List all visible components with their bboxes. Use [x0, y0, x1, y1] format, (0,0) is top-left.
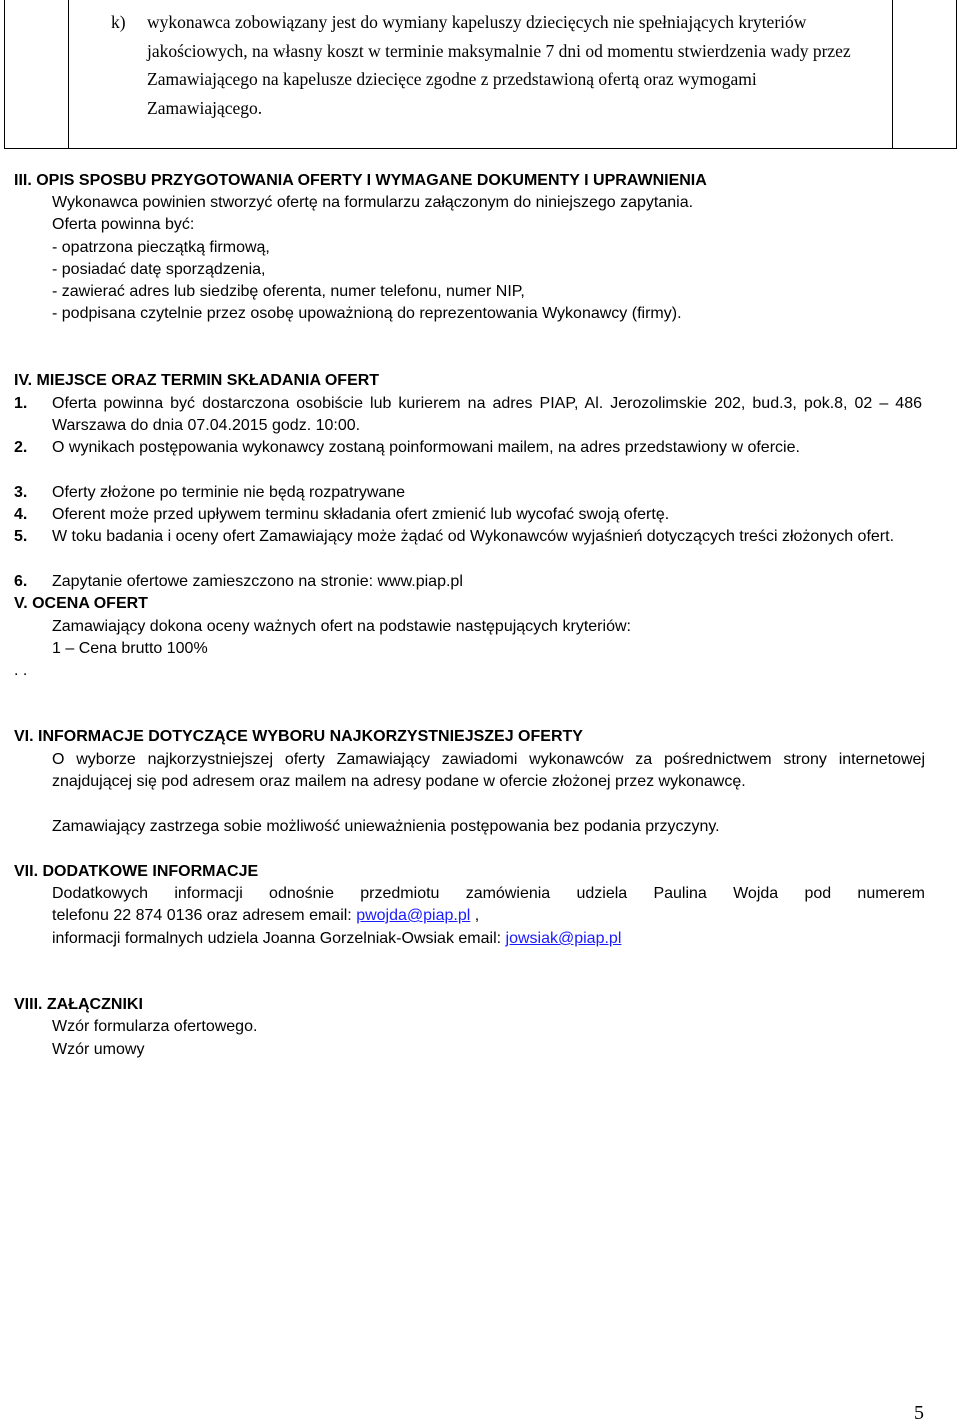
list-number: 2. [14, 439, 28, 456]
section-heading-iv: IV. MIEJSCE ORAZ TERMIN SKŁADANIA OFERT [14, 372, 380, 389]
list-number: 6. [14, 573, 28, 590]
table-column-left [5, 0, 69, 148]
list-item: - podpisana czytelnie przez osobę upoważnioną do reprezentowania Wykonawcy (firmy). [52, 305, 682, 322]
list-marker: k) [111, 12, 126, 32]
list-item: - posiadać datę sporządzenia, [52, 261, 266, 278]
section-vii-line [52, 928, 621, 950]
email-link[interactable]: pwojda@piap.pl [356, 907, 471, 924]
section-iii-line: Oferta powinna być: [52, 216, 195, 233]
section-heading-iii: III. OPIS SPOSBU PRZYGOTOWANIA OFERTY I WYMAGANE DOKUMENTY I UPRAWNIENIA [14, 172, 707, 189]
section-iii-line: Wykonawca powinien stworzyć ofertę na formularzu załączonym do niniejszego zapytania. [52, 194, 694, 211]
list-item: - zawierać adres lub siedzibę oferenta, numer telefonu, numer NIP, [52, 283, 525, 300]
criterion-item: 1 – Cena brutto 100% [52, 640, 208, 657]
attachment-item: Wzór formularza ofertowego. [52, 1018, 258, 1035]
section-heading-v: V. OCENA OFERT [14, 595, 148, 612]
attachment-item: Wzór umowy [52, 1041, 145, 1058]
section-vii-line: Dodatkowych informacji odnośnie przedmiotu zamówienia udziela Paulina Wojda pod numerem [52, 885, 925, 902]
table-column-right [892, 0, 956, 148]
section-vii-line [52, 905, 479, 927]
list-item: W toku badania i oceny ofert Zamawiający może żądać od Wykonawców wyjaśnień dotyczących treści złożonych ofert. [52, 528, 895, 545]
contact-text: , [470, 907, 480, 924]
contact-text: telefonu 22 874 0136 oraz adresem email: [52, 907, 357, 924]
list-number: 4. [14, 506, 28, 523]
list-item: Oferty złożone po terminie nie będą rozpatrywane [52, 484, 406, 501]
list-item: Oferta powinna być dostarczona osobiście lub kurierem na adres PIAP, Al. Jerozolimskie 202, bud.3, pok.8, 02 – 486 Warszawa do dnia 07.04.2015 godz. 10:00. [52, 395, 922, 435]
list-item: O wynikach postępowania wykonawcy zostaną poinformowani mailem, na adres przedstawiony w ofercie. [52, 439, 800, 456]
page-number: 5 [914, 1402, 924, 1424]
dots: . . [14, 662, 28, 679]
table-cell-text: wykonawca zobowiązany jest do wymiany kapeluszy dziecięcych nie spełniających kryteriów jakościowych, na własny koszt w terminie maksymalnie 7 dni od momentu stwierdzenia wady przez Zamawiającego na kapelusze dziecięce zgodne z przedstawioną ofertą oraz wymogami Zamawiającego. [147, 12, 851, 118]
section-heading-vi: VI. INFORMACJE DOTYCZĄCE WYBORU NAJKORZYSTNIEJSZEJ OFERTY [14, 728, 583, 745]
section-heading-vii: VII. DODATKOWE INFORMACJE [14, 863, 259, 880]
contact-text: informacji formalnych udziela Joanna Gorzelniak-Owsiak email: [52, 930, 506, 947]
section-heading-viii: VIII. ZAŁĄCZNIKI [14, 996, 143, 1013]
section-vi-paragraph: O wyborze najkorzystniejszej oferty Zamawiający zawiadomi wykonawców za pośrednictwem strony internetowej znajdującej się pod adresem oraz mailem na adresy podane w ofercie złożonej przez wykonawcę. [52, 751, 925, 791]
list-item: Zapytanie ofertowe zamieszczono na stronie: www.piap.pl [52, 573, 463, 590]
section-v-line: Zamawiający dokona oceny ważnych ofert na podstawie następujących kryteriów: [52, 618, 631, 635]
list-number: 3. [14, 484, 28, 501]
section-vi-paragraph: Zamawiający zastrzega sobie możliwość unieważnienia postępowania bez podania przyczyny. [52, 818, 720, 835]
requirements-table-fragment [4, 0, 957, 149]
email-link[interactable]: jowsiak@piap.pl [505, 930, 622, 947]
list-number: 5. [14, 528, 28, 545]
list-item: Oferent może przed upływem terminu składania ofert zmienić lub wycofać swoją ofertę. [52, 506, 670, 523]
list-item: - opatrzona pieczątką firmową, [52, 239, 270, 256]
list-number: 1. [14, 395, 28, 412]
